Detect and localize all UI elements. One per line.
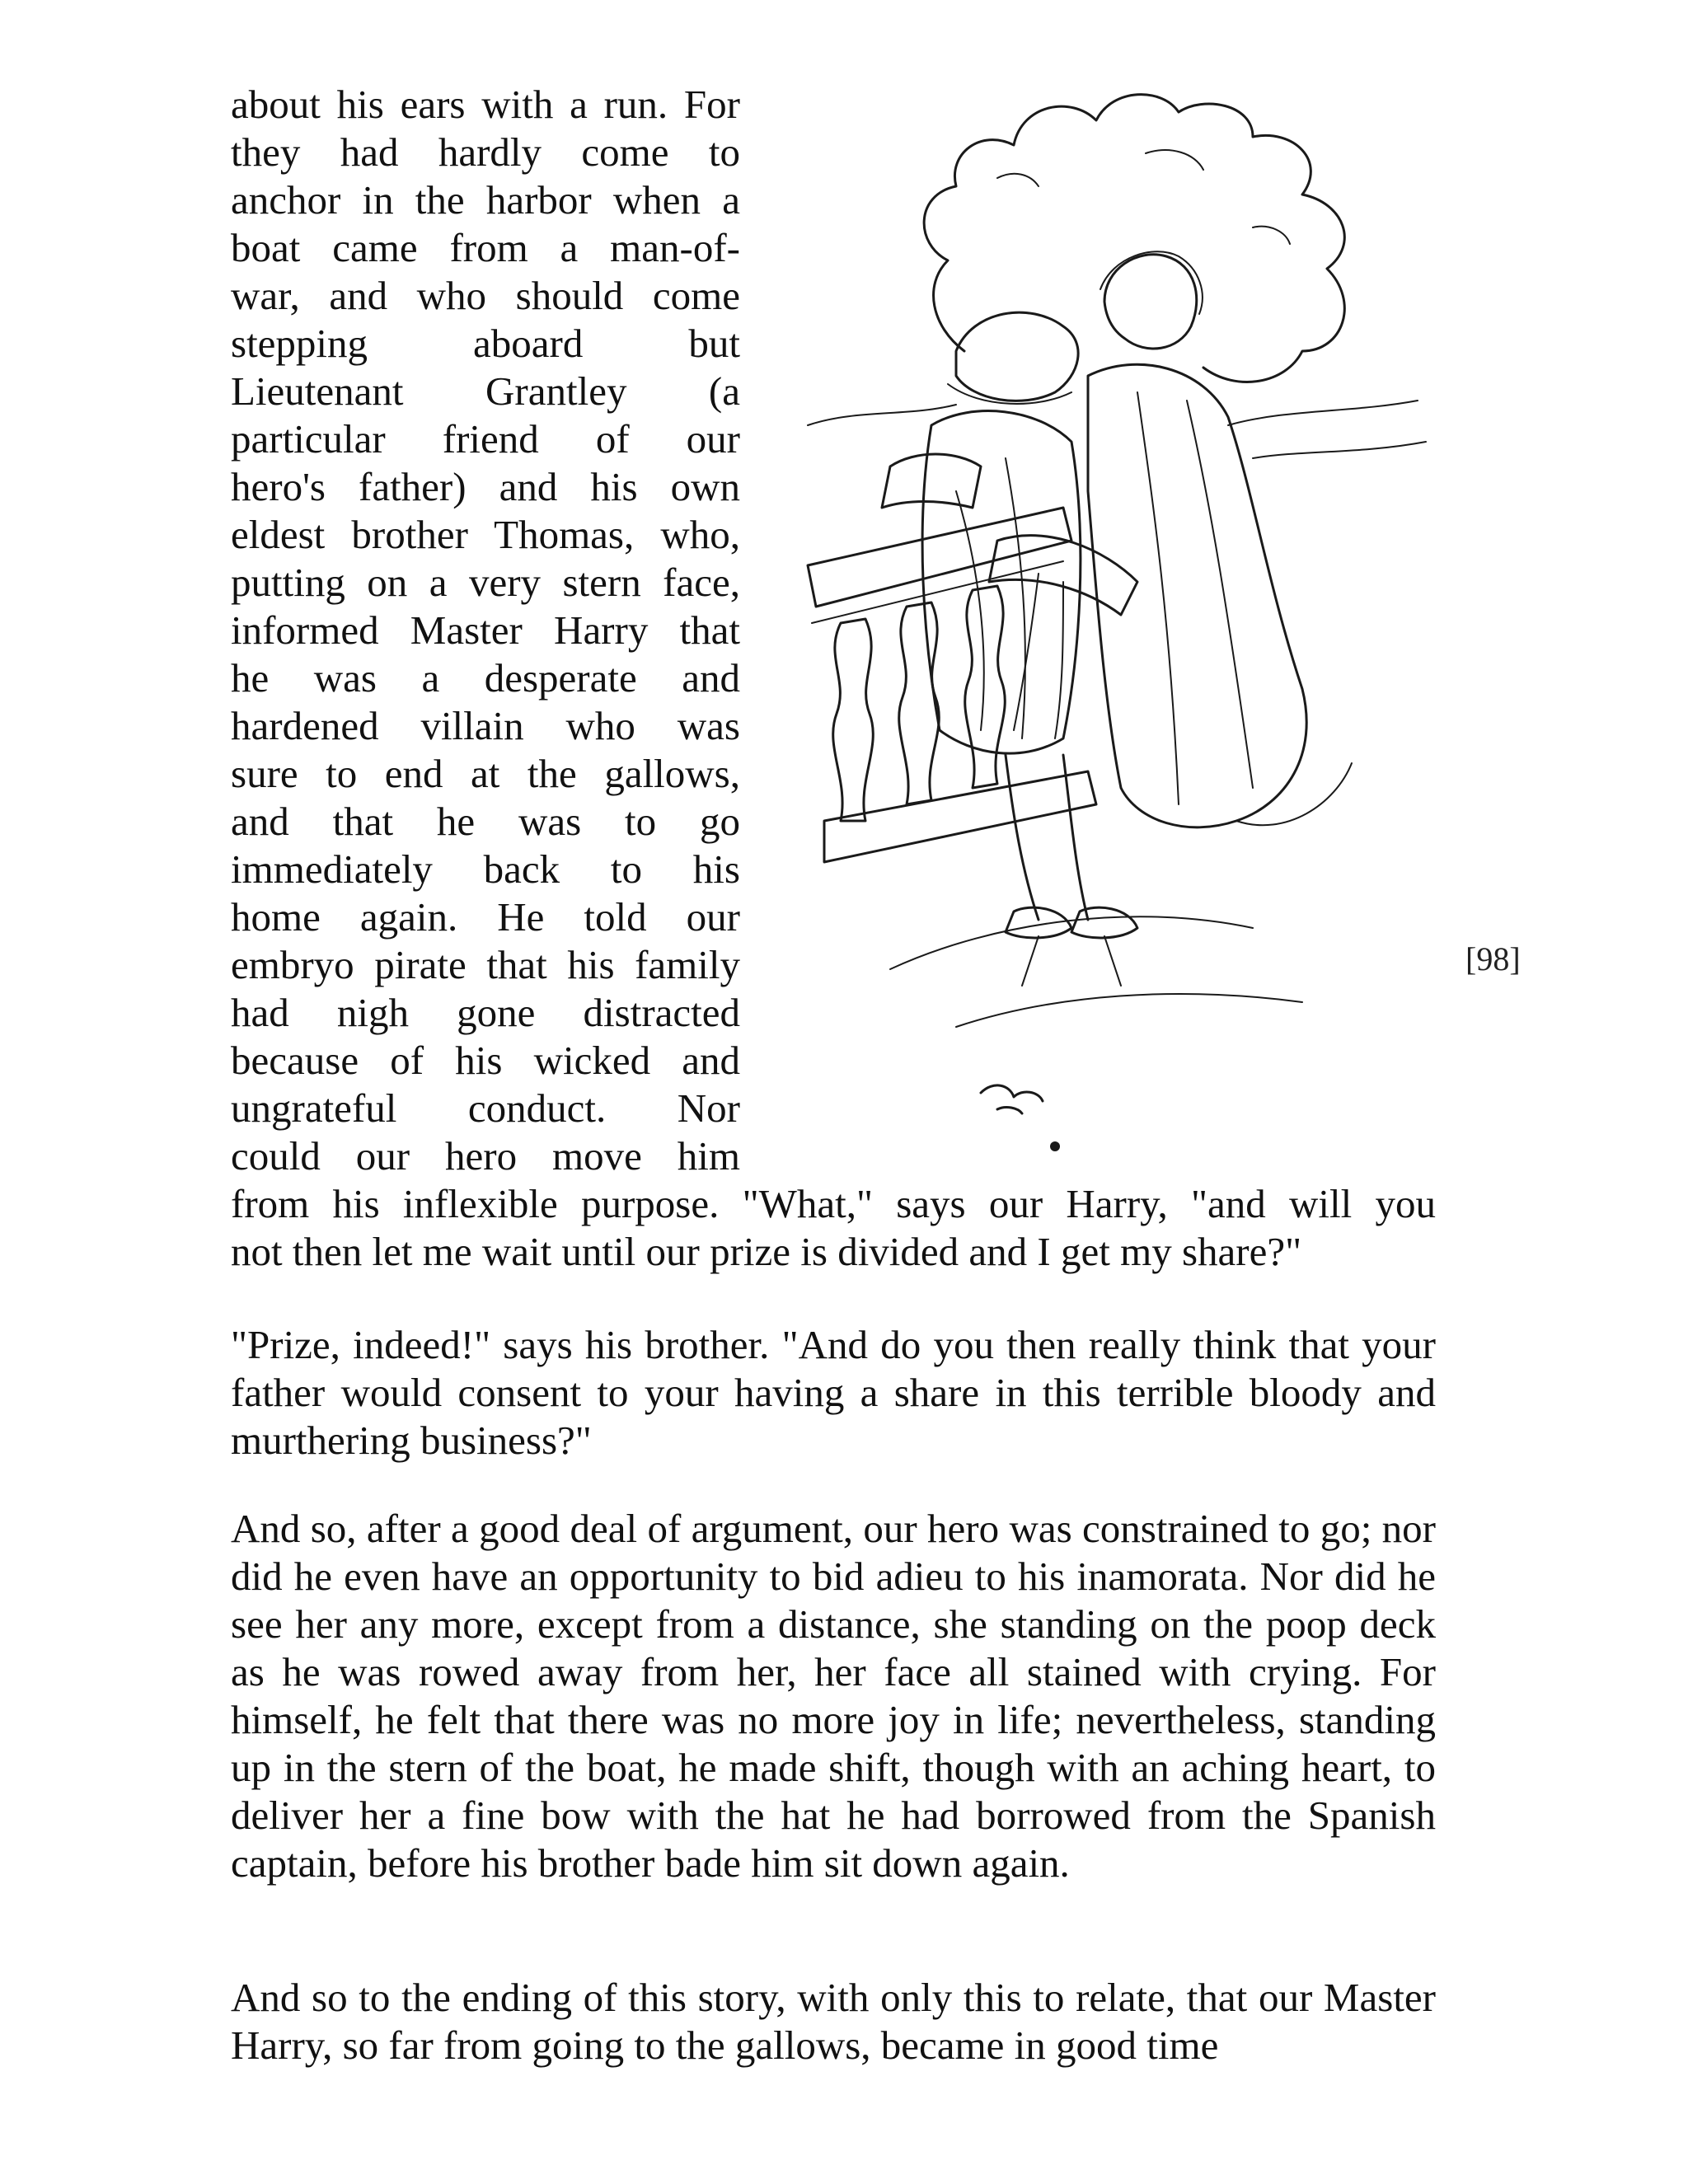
shoe xyxy=(1006,907,1071,938)
text-line: stepping aboard but xyxy=(231,321,740,366)
text-line: informed Master Harry that xyxy=(231,607,740,653)
signature-mark xyxy=(981,1085,1043,1113)
text-line: boat came from a man-of- xyxy=(231,225,740,270)
head xyxy=(1104,255,1197,349)
text-line: he was a desperate and xyxy=(231,655,740,701)
text-line: because of his wicked and xyxy=(231,1038,740,1083)
text-line: war, and who should come xyxy=(231,273,740,318)
dress xyxy=(1088,364,1306,827)
text-line: sure to end at the gallows, xyxy=(231,751,740,796)
text-line: anchor in the harbor when a xyxy=(231,177,740,223)
paragraph: And so, after a good deal of argument, our hero was constrained to go; nor did he even have an opportunity to bid adieu to his inamorata. Nor did he see her any more, except from a distance, she standing on the poop deck as he was rowed away from her, her face all stained with crying. For himself, he felt that there was no more joy in life; nevertheless, standing up in the stern of the boat, he made shift, though with an aching heart, to deliver her a fine bow with the hat he had borrowed from the Spanish captain, before his brother bade him sit down again. xyxy=(231,1506,1436,1886)
text-line: from his inflexible purpose. "What," says our Harry, "and will you xyxy=(231,1181,1436,1226)
text-line: ungrateful conduct. Nor xyxy=(231,1085,740,1131)
baluster xyxy=(833,619,874,821)
text-line: about his ears with a run. For xyxy=(231,82,740,127)
paragraph: "Prize, indeed!" says his brother. "And do you then really think that your father would consent to your having a share in this terrible bloody and murthering business?" xyxy=(231,1322,1436,1463)
paragraph: And so to the ending of this story, with only this to relate, that our Master Harry, so far from going to the gallows, became in good time xyxy=(231,1975,1436,2068)
baluster xyxy=(965,586,1006,788)
wrapped-text-block xyxy=(231,81,1436,1276)
text-line: not then let me wait until our prize is divided and I get my share?" xyxy=(231,1229,1302,1274)
illustration xyxy=(791,79,1451,1183)
text-line: hardened villain who was xyxy=(231,703,740,748)
baluster xyxy=(899,602,940,804)
page-number: [98] xyxy=(1465,940,1521,977)
text-line: home again. He told our xyxy=(231,894,740,940)
text-line: immediately back to his xyxy=(231,846,740,892)
text-line: they had hardly come to xyxy=(231,129,740,175)
text-line: could our hero move him xyxy=(231,1133,740,1179)
text-line: Lieutenant Grantley (a xyxy=(231,368,740,414)
text-line: and that he was to go xyxy=(231,799,740,844)
text-line: eldest brother Thomas, who, xyxy=(231,512,740,557)
text-line: hero's father) and his own xyxy=(231,464,740,509)
coat-back xyxy=(922,411,1081,754)
text-line: had nigh gone distracted xyxy=(231,990,740,1035)
text-line: putting on a very stern face, xyxy=(231,560,740,605)
text-line: particular friend of our xyxy=(231,416,740,462)
hat xyxy=(956,312,1078,401)
cloud-shape xyxy=(924,95,1344,382)
text-line: embryo pirate that his family xyxy=(231,942,740,987)
shoe xyxy=(1071,907,1137,938)
